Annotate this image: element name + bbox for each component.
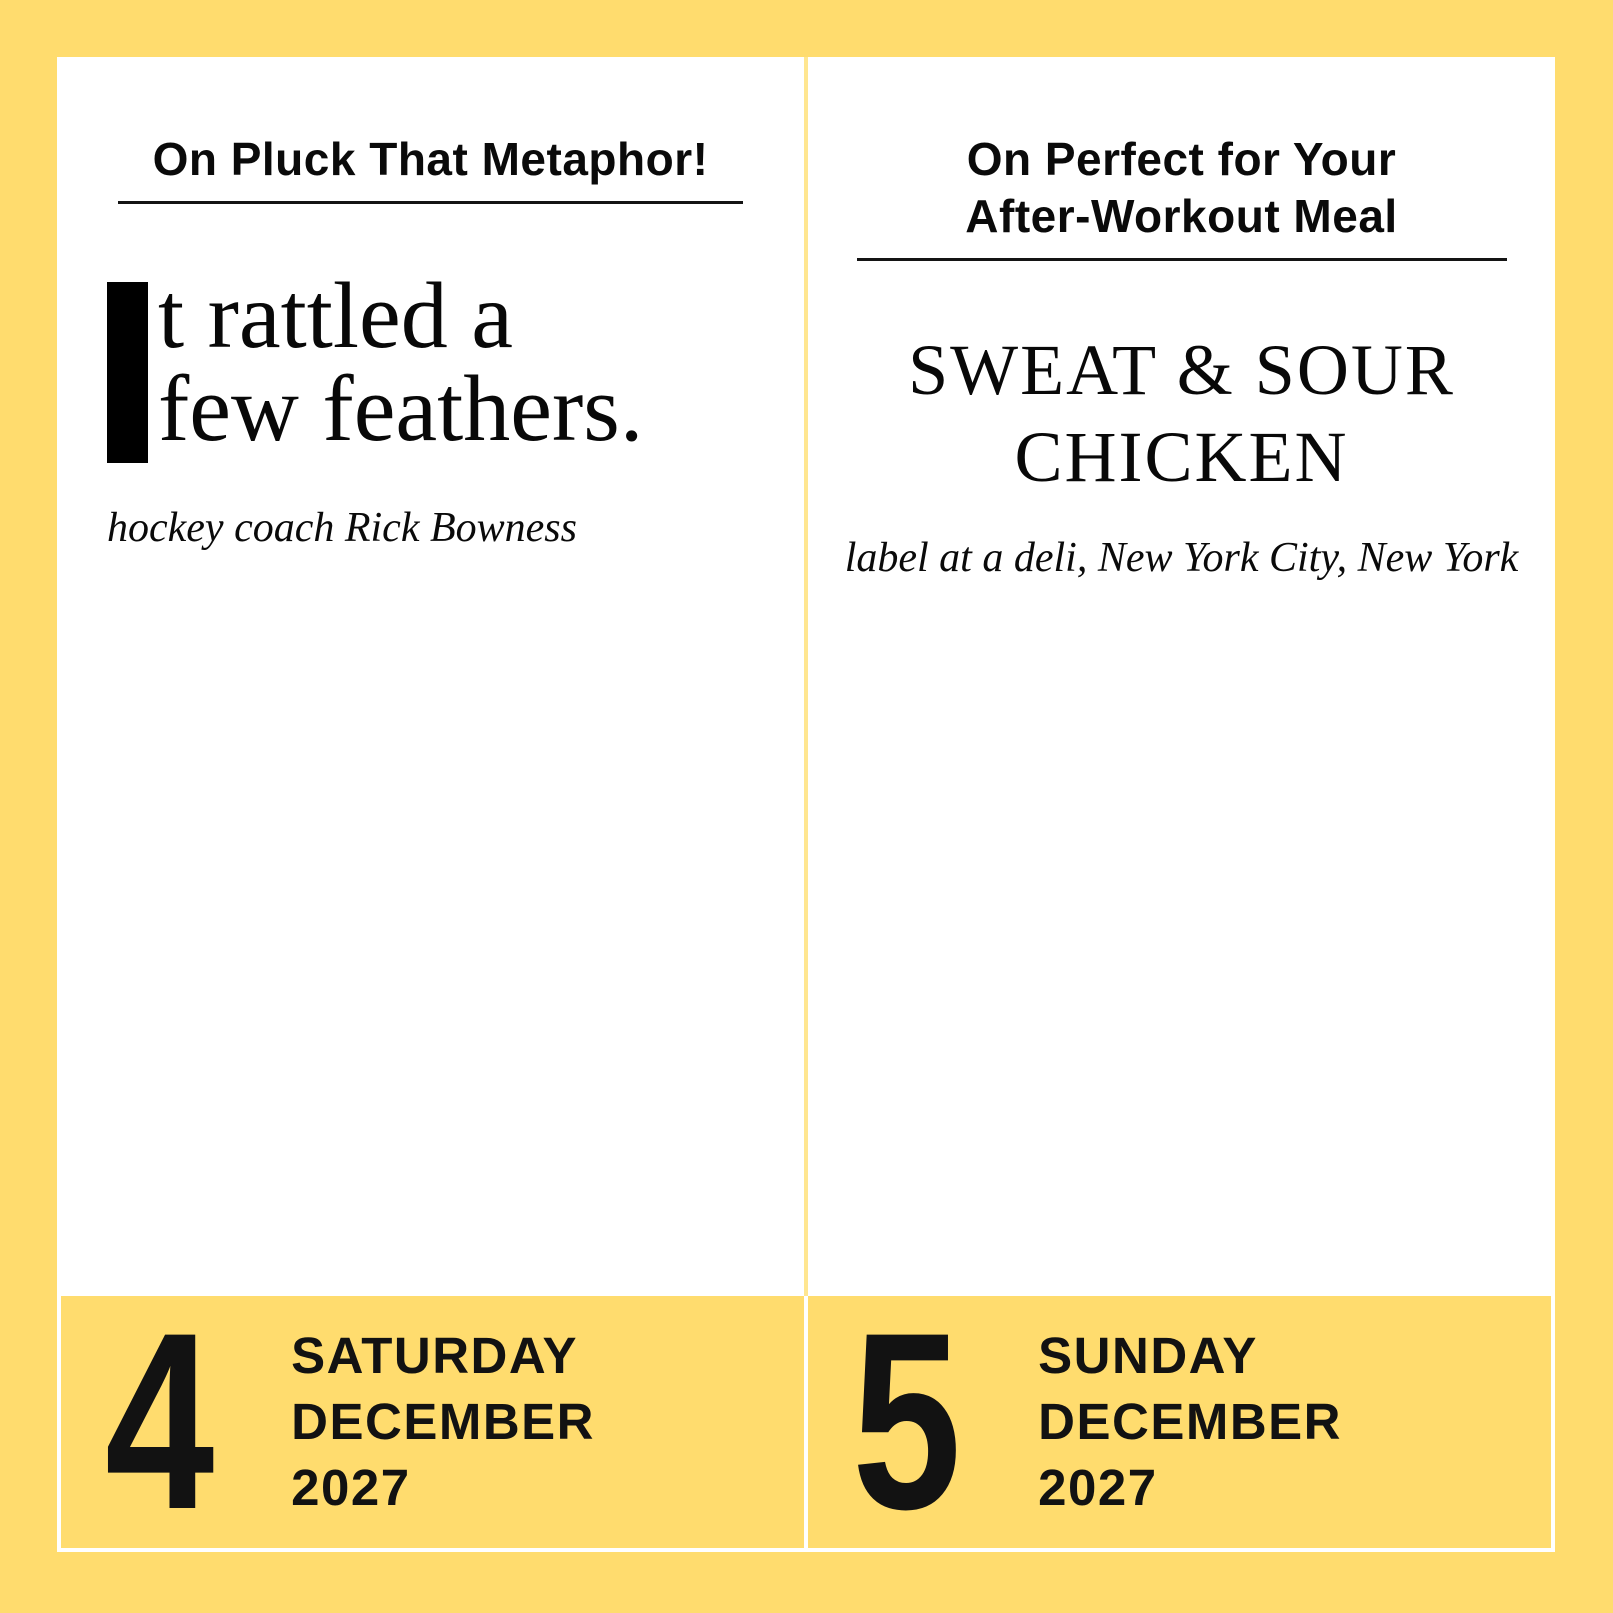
dropcap-letter-i	[107, 282, 148, 463]
left-day-text	[291, 1323, 595, 1521]
right-topic-header-line1: On Perfect for Your	[966, 133, 1397, 185]
right-quote-line1: SWEAT & SOUR	[908, 330, 1455, 410]
right-day-text	[1038, 1323, 1342, 1521]
right-month-label: DECEMBER	[1038, 1393, 1343, 1450]
right-topic-header-line2: After-Workout Meal	[965, 190, 1398, 242]
left-quote	[107, 264, 804, 463]
left-quote-text	[158, 264, 644, 461]
date-cell-sunday	[808, 1281, 1551, 1562]
calendar-sheet	[57, 57, 1555, 1562]
left-year-label: 2027	[291, 1459, 411, 1516]
right-day-number: 5	[852, 1281, 962, 1562]
left-quote-line1: t rattled a	[158, 264, 513, 368]
left-header-rule	[118, 201, 743, 204]
left-day-number: 4	[105, 1281, 215, 1562]
right-topic-header	[848, 131, 1515, 245]
right-header-rule	[857, 258, 1507, 261]
left-day-panel	[57, 57, 804, 1296]
left-topic-header-text: On Pluck That Metaphor!	[152, 133, 709, 185]
date-cell-saturday	[61, 1281, 804, 1562]
right-day-panel	[808, 57, 1555, 1296]
right-quote-text	[808, 327, 1555, 501]
date-strip	[61, 1281, 1551, 1562]
left-month-label: DECEMBER	[291, 1393, 596, 1450]
right-weekday-label: SUNDAY	[1038, 1327, 1258, 1384]
left-attribution: hockey coach Rick Bowness	[107, 505, 577, 551]
left-topic-header	[97, 131, 764, 188]
right-year-label: 2027	[1038, 1459, 1158, 1516]
right-attribution: label at a deli, New York City, New York	[844, 535, 1519, 581]
right-quote-line2: CHICKEN	[1014, 417, 1349, 497]
content-area	[57, 57, 1555, 1296]
left-quote-line2: few feathers.	[158, 357, 644, 461]
left-weekday-label: SATURDAY	[291, 1327, 579, 1384]
